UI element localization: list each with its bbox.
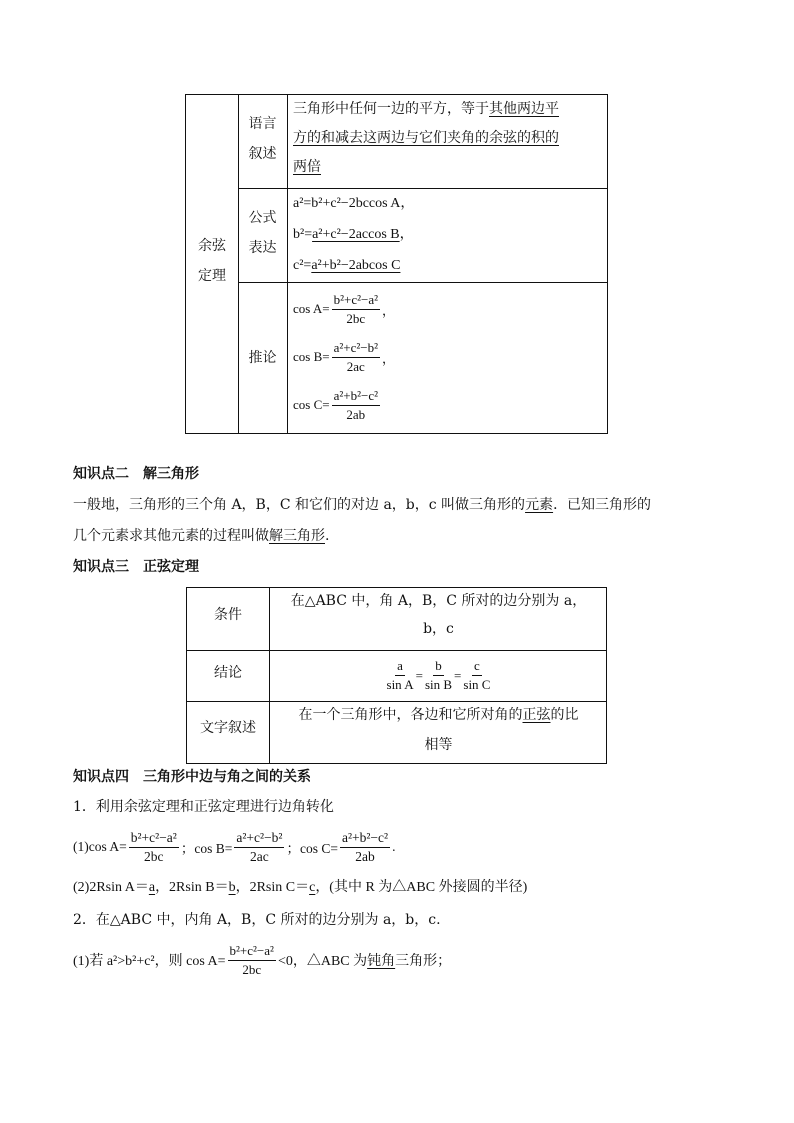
formula-expressions: [293, 188, 414, 281]
condition-text: 在△ABC 中，角 A，B，C 所对的边分别为 a， b，c: [290, 593, 587, 637]
label-conclusion: 结论: [214, 665, 242, 681]
label-condition: 条件: [214, 607, 242, 623]
section4-sine-relations: (2)2Rsin A＝a，2Rsin B＝b，2Rsin C＝c，(其中 R 为△ABC 外接圆的半径): [73, 880, 528, 895]
section3-heading: 知识点三 正弦定理: [73, 559, 199, 575]
row-header-cosine-theorem: 余弦 定理: [198, 238, 226, 284]
formula-b2: b²=a²+c²−2accos B，: [293, 227, 414, 242]
label-formula: 公式 表达: [248, 210, 277, 256]
section4-item1: 1．利用余弦定理和正弦定理进行边角转化: [73, 799, 334, 815]
text-statement: 在一个三角形中，各边和它所对角的正弦的比 相等: [298, 707, 579, 753]
cosC-formula: cos C= $\frac{\text{a²+b²−c²}}{2ab}$: [293, 387, 378, 422]
section4-obtuse-condition: (1)若 a²>b²+c²，则 cos A= $\frac{\text{b²+c²−a²}}{2bc}$ <0，△ABC 为 钝角 三角形；: [73, 942, 452, 977]
language-statement: 三角形中任何一边的平方，等于其他两边平 方的和减去这两边与它们夹角的余弦的积的 两倍: [293, 101, 559, 175]
cosB-formula: cos B= $\frac{\text{a²+c²−b²}}{2ac}$ ，: [293, 339, 396, 374]
cosA-formula: cos A= $\frac{\text{b²+c²−a²}}{2bc}$ ，: [293, 291, 396, 326]
sine-law-formula: $\frac{a}{\text{sin A}}$ = $\frac{b}{\text{sin B}}$ = $\frac{c}{\text{sin C}}$: [386, 658, 491, 692]
section2-heading: 知识点二 解三角形: [73, 466, 199, 482]
cosine-theorem-table: [185, 94, 608, 434]
section4-cos-formulas: (1)cos A= $\frac{\text{b²+c²−a²}}{2bc}$ ；cos B= $\frac{\text{a²+c²−b²}}{2ac}$ ；cos C= $\frac{\text{a²+b²−c²}}{2ab}$ .: [73, 829, 396, 864]
table-divider: [238, 282, 607, 283]
section2-paragraph: 一般地，三角形的三个角 A，B，C 和它们的对边 a，b，c 叫做三角形的元素．已知三角形的 几个元素求其他元素的过程叫做解三角形.: [73, 497, 652, 544]
label-text-statement: 文字叙述: [200, 720, 256, 736]
table-divider: [287, 95, 288, 433]
label-corollary: 推论: [248, 350, 277, 366]
label-language: 语言 叙述: [248, 116, 277, 162]
formula-c2: c²=a²+b²−2abcos C: [293, 258, 401, 273]
section4-heading: 知识点四 三角形中边与角之间的关系: [73, 769, 311, 785]
formula-a2: a²=b²+c²−2bccos A，: [293, 196, 415, 211]
section4-item2: 2．在△ABC 中，内角 A，B，C 所对的边分别为 a，b，c.: [73, 912, 441, 928]
corollary-formulas: [293, 285, 395, 429]
sine-theorem-table: [186, 587, 607, 764]
